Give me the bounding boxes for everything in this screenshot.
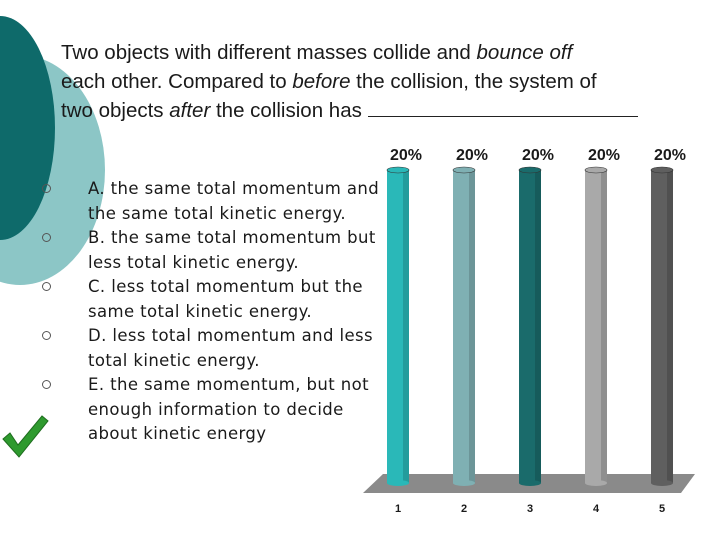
bar-shade: [469, 170, 475, 483]
bar-value-label: 20%: [587, 147, 621, 164]
option-label: D. less total momentum and less total kinetic energy.: [88, 326, 374, 370]
x-tick-label: 5: [658, 503, 666, 515]
bar-base: [519, 480, 541, 486]
bar-value-label: 20%: [389, 147, 423, 164]
checkmark-icon: [0, 412, 50, 460]
question-emphasis: after: [169, 99, 211, 122]
bar-top: [387, 167, 409, 173]
option-label: B. the same total momentum but less total kinetic energy.: [88, 228, 376, 272]
x-tick-label: 2: [460, 503, 468, 515]
question-emphasis: bounce off: [476, 41, 573, 64]
x-tick-label: 4: [592, 503, 600, 515]
bar-shade: [403, 170, 409, 483]
question-part: each other. Compared to: [61, 70, 293, 93]
bar-top: [519, 167, 541, 173]
option-label: C. less total momentum but the same total kinetic energy.: [88, 277, 363, 321]
bar-base: [585, 480, 607, 486]
bar-top: [651, 167, 673, 173]
question-part: Two objects with different masses collide and: [61, 41, 477, 64]
option-d[interactable]: [40, 324, 380, 373]
radio-bullet-icon[interactable]: [42, 282, 51, 291]
bar-base: [387, 480, 409, 486]
bar-base: [651, 480, 673, 486]
radio-bullet-icon[interactable]: [42, 184, 51, 193]
question-part: the collision, the system of: [350, 70, 597, 93]
response-bar-chart: [355, 140, 695, 520]
answer-blank: [368, 98, 638, 117]
question-part: the collision has: [210, 99, 362, 122]
question-emphasis: before: [292, 70, 351, 93]
question-part: two objects: [61, 99, 170, 122]
radio-bullet-icon[interactable]: [42, 331, 51, 340]
bar-value-label: 20%: [521, 147, 555, 164]
option-b[interactable]: [40, 226, 380, 275]
radio-bullet-icon[interactable]: [42, 233, 51, 242]
bar-base: [453, 480, 475, 486]
bar-shade: [601, 170, 607, 483]
bar-top: [585, 167, 607, 173]
question-text: [61, 38, 701, 125]
bar-top: [453, 167, 475, 173]
option-a[interactable]: [40, 177, 380, 226]
answer-options: [40, 177, 380, 447]
x-tick-label: 1: [394, 503, 402, 515]
option-label: A. the same total momentum and the same total kinetic energy.: [88, 179, 380, 223]
x-tick-label: 3: [526, 503, 534, 515]
option-label: E. the same momentum, but not enough information to decide about kinetic energy: [88, 375, 370, 443]
option-e[interactable]: [40, 373, 380, 447]
bar-shade: [667, 170, 673, 483]
bar-shade: [535, 170, 541, 483]
bar-value-label: 20%: [455, 147, 489, 164]
radio-bullet-icon[interactable]: [42, 380, 51, 389]
bar-value-label: 20%: [653, 147, 687, 164]
option-c[interactable]: [40, 275, 380, 324]
